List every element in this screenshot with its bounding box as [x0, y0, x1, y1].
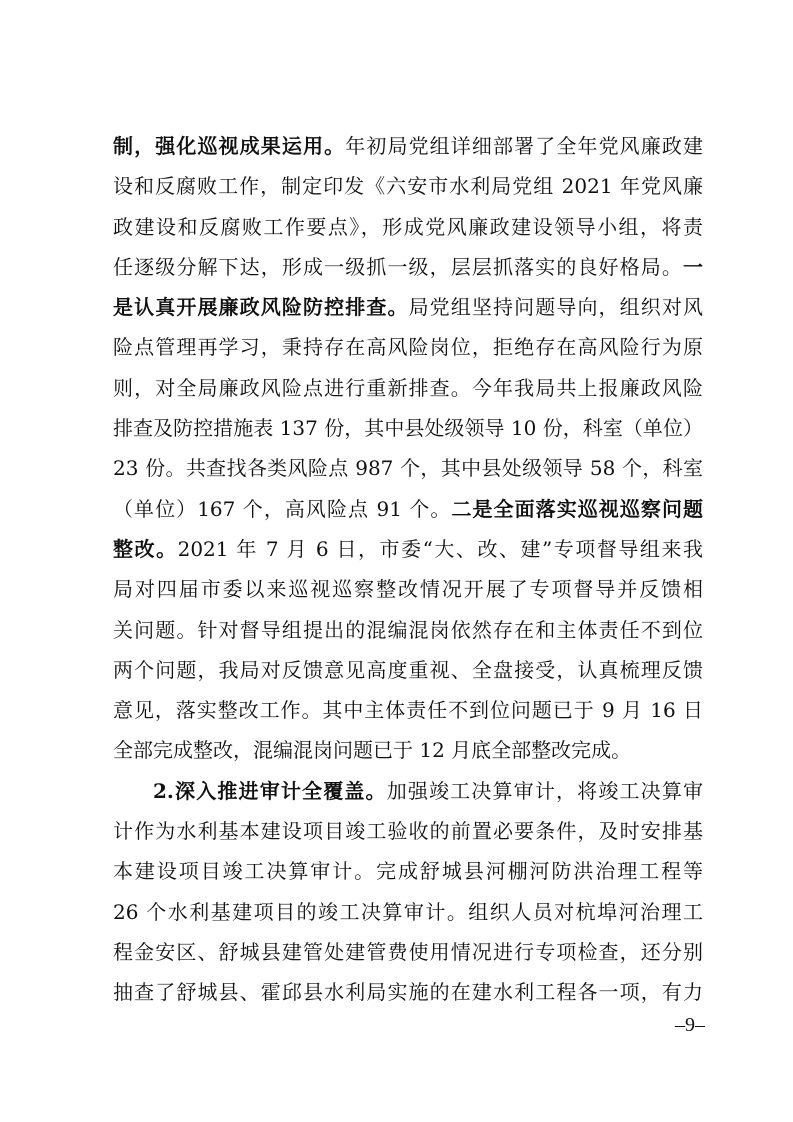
- text-line: [113, 851, 703, 891]
- text-line: [113, 489, 703, 529]
- text-line: [113, 771, 703, 811]
- text-line: [113, 811, 703, 851]
- text-line: [113, 368, 703, 408]
- text-line: [113, 932, 703, 972]
- text-line: [113, 730, 703, 770]
- text-segment: 年初局党组详细部署了全年党风廉政建: [345, 134, 703, 158]
- text-segment: 程金安区、舒城县建管处建管费使用情况进行专项检查，还分别: [113, 939, 703, 964]
- bold-text-segment: 二是全面落实巡视巡察问题: [451, 496, 703, 521]
- bold-text-segment: 是认真开展廉政风险防控排查。: [113, 295, 409, 320]
- text-segment: 任逐级分解下达，形成一级抓一级，层层抓落实的良好格局。: [113, 254, 683, 279]
- text-segment: 局党组坚持问题导向，组织对风: [408, 295, 703, 320]
- text-line: [113, 207, 703, 247]
- text-line: [113, 892, 703, 932]
- text-segment: 政建设和反腐败工作要点》，形成党风廉政建设领导小组，将责: [113, 214, 703, 239]
- bold-text-segment: 整改。: [113, 536, 178, 561]
- text-segment: 抽查了舒城县、霍邱县水利局实施的在建水利工程各一项，有力: [113, 980, 703, 1005]
- text-segment: 加强竣工决算审计，将竣工决算审: [386, 778, 703, 803]
- text-line: [113, 569, 703, 609]
- text-segment: 本建设项目竣工决算审计。完成舒城县河棚河防洪治理工程等: [113, 859, 703, 884]
- text-line: [113, 327, 703, 367]
- text-segment: 局对四届市委以来巡视巡察整改情况开展了专项督导并反馈相: [113, 577, 703, 602]
- text-segment: 26 个水利基建项目的竣工决算审计。组织人员对杭埠河治理工: [113, 899, 703, 924]
- text-line: [113, 287, 703, 327]
- body-text: [113, 126, 703, 1013]
- text-segment: 意见，落实整改工作。其中主体责任不到位问题已于 9 月 16 日: [113, 698, 703, 723]
- text-line: [113, 166, 703, 206]
- text-segment: 全部完成整改，混编混岗问题已于 12 月底全部整改完成。: [113, 738, 632, 763]
- text-segment: 2021 年 7 月 6 日，市委“大、改、建”专项督导组来我: [177, 536, 703, 561]
- text-segment: 排查及防控措施表 137 份，其中县处级领导 10 份，科室（单位）: [113, 416, 703, 441]
- page-number: –9–: [675, 1014, 705, 1036]
- text-segment: 设和反腐败工作，制定印发《六安市水利局党组 2021 年党风廉: [113, 174, 703, 199]
- text-segment: （单位）167 个，高风险点 91 个。: [113, 496, 452, 521]
- text-segment: 关问题。针对督导组提出的混编混岗依然存在和主体责任不到位: [113, 617, 703, 642]
- text-line: [113, 448, 703, 488]
- text-segment: 计作为水利基本建设项目竣工验收的前置必要条件，及时安排基: [113, 819, 703, 844]
- text-segment: 两个问题，我局对反馈意见高度重视、全盘接受，认真梳理反馈: [113, 657, 703, 682]
- bold-text-segment: 2.深入推进审计全覆盖。: [153, 778, 387, 803]
- text-line: [113, 247, 703, 287]
- text-line: [113, 690, 703, 730]
- bold-text-segment: 一: [683, 254, 703, 279]
- text-line: [113, 408, 703, 448]
- text-line: [113, 610, 703, 650]
- text-line: [113, 972, 703, 1012]
- text-segment: 险点管理再学习，秉持存在高风险岗位，拒绝存在高风险行为原: [113, 335, 703, 360]
- text-segment: 则，对全局廉政风险点进行重新排查。今年我局共上报廉政风险: [113, 375, 703, 400]
- text-line: [113, 126, 703, 166]
- text-segment: 23 份。共查找各类风险点 987 个，其中县处级领导 58 个，科室: [113, 456, 703, 481]
- bold-text-segment: 制，强化巡视成果运用。: [113, 134, 346, 158]
- text-line: [113, 650, 703, 690]
- text-line: [113, 529, 703, 569]
